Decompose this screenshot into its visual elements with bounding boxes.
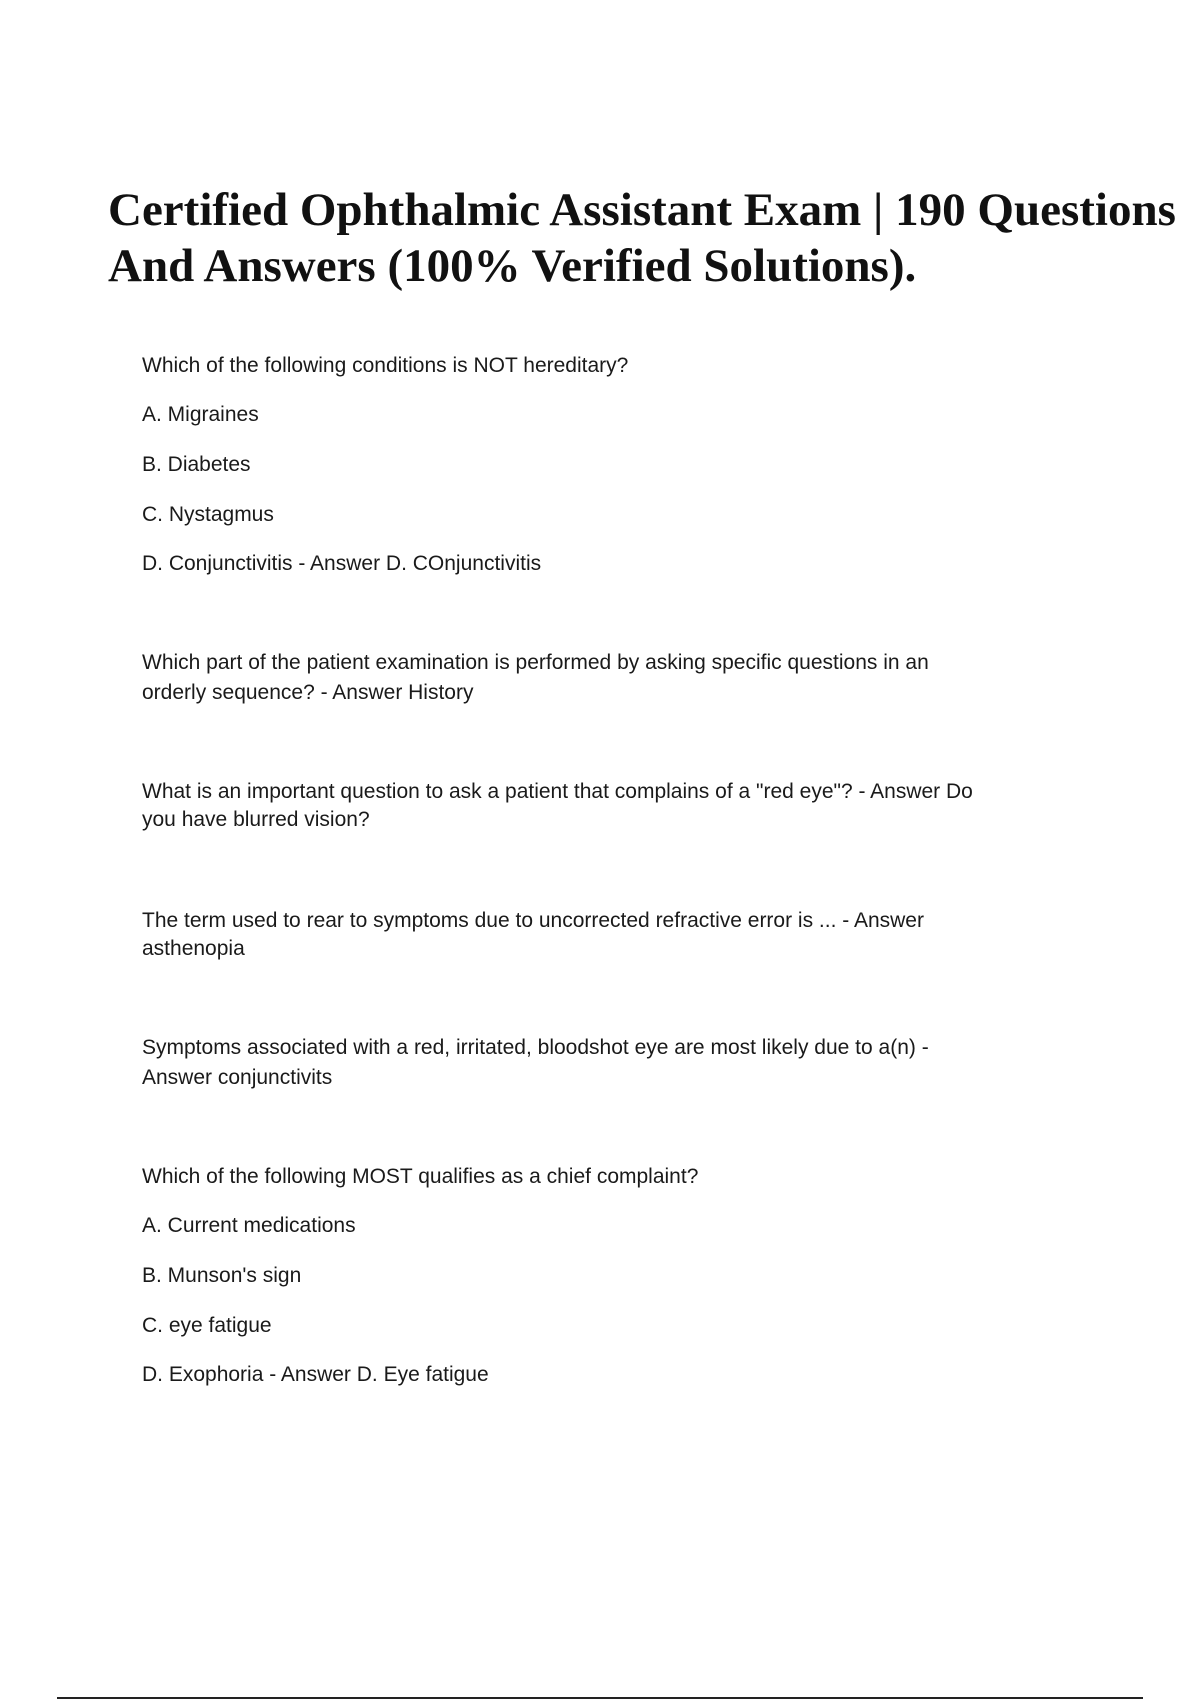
q6-option-a: A. Current medications: [142, 1214, 356, 1237]
title-line-2: And Answers (100% Verified Solutions).: [108, 240, 917, 292]
q2-line-2: orderly sequence? - Answer History: [142, 681, 474, 704]
q4-line-1: The term used to rear to symptoms due to uncorrected refractive error is ... - Answer: [142, 909, 924, 932]
q4-line-2: asthenopia: [142, 937, 245, 960]
q1-question: Which of the following conditions is NOT hereditary?: [142, 354, 629, 377]
q6-question: Which of the following MOST qualifies as a chief complaint?: [142, 1165, 699, 1188]
q5-line-2: Answer conjunctivits: [142, 1066, 333, 1089]
q5-line-1: Symptoms associated with a red, irritated, bloodshot eye are most likely due to a(n) -: [142, 1036, 929, 1059]
q1-option-c: C. Nystagmus: [142, 503, 274, 526]
title-line-1: Certified Ophthalmic Assistant Exam | 190 Questions: [108, 184, 1176, 236]
q6-option-c: C. eye fatigue: [142, 1314, 272, 1337]
q1-option-a: A. Migraines: [142, 403, 259, 426]
q2-line-1: Which part of the patient examination is performed by asking specific questions in an: [142, 651, 929, 674]
q3-line-2: you have blurred vision?: [142, 808, 370, 831]
document-title: [108, 182, 1200, 294]
q1-option-d-answer: D. Conjunctivitis - Answer D. COnjunctivitis: [142, 552, 542, 575]
q1-option-b: B. Diabetes: [142, 453, 251, 476]
q6-option-b: B. Munson's sign: [142, 1264, 302, 1287]
q3-line-1: What is an important question to ask a patient that complains of a "red eye"? - Answer Do: [142, 780, 973, 803]
q6-option-d-answer: D. Exophoria - Answer D. Eye fatigue: [142, 1363, 489, 1386]
footer-divider: [57, 1697, 1143, 1699]
